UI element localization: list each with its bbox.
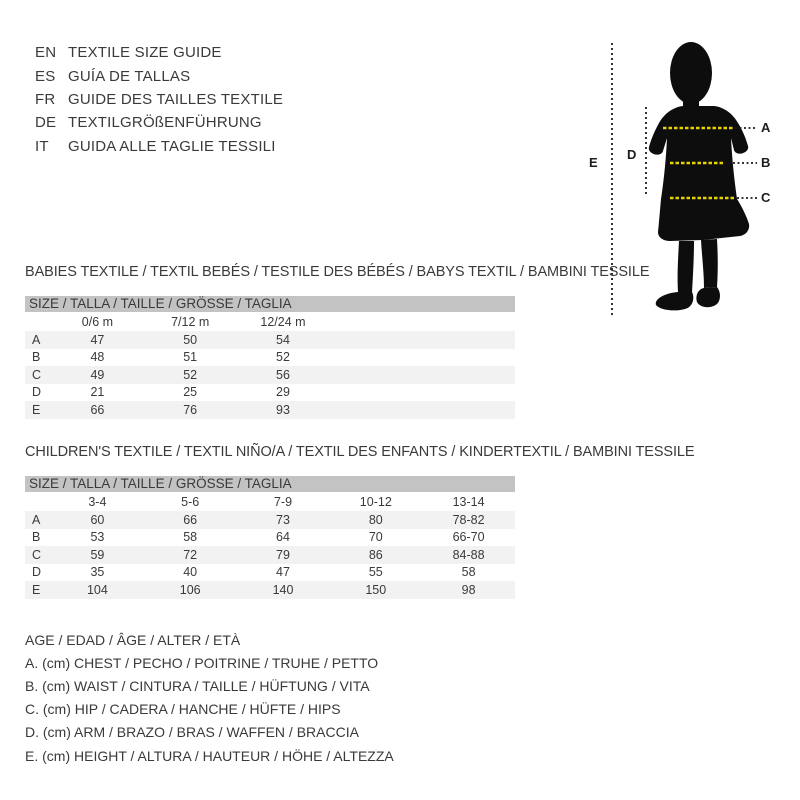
- cell: 29: [276, 385, 290, 400]
- table-row: [25, 349, 515, 367]
- corner-cell: [25, 312, 51, 331]
- cell: 93: [276, 402, 290, 417]
- cell: 21: [90, 385, 105, 400]
- cell: 66-70: [452, 530, 485, 545]
- cell: 150: [365, 582, 387, 597]
- legend-waist: B. (cm) WAIST / CINTURA / TAILLE / HÜFTUNG / VITA: [25, 677, 370, 694]
- babies-section-title: BABIES TEXTILE / TEXTIL BEBÉS / TESTILE DES BÉBÉS / BABYS TEXTIL / BAMBINI TESSILE: [25, 263, 650, 280]
- cell: 78-82: [452, 512, 485, 527]
- lang-code: IT: [35, 137, 49, 155]
- cell: [329, 366, 422, 384]
- cell: [329, 349, 422, 367]
- cell: 35: [90, 565, 105, 580]
- cell: 70: [368, 530, 383, 545]
- cell: 98: [461, 582, 476, 597]
- lang-code: EN: [35, 44, 57, 62]
- age-column-header: 10-12: [359, 494, 392, 509]
- label-e: E: [589, 155, 598, 170]
- legend-chest: A. (cm) CHEST / PECHO / POITRINE / TRUHE / PETTO: [25, 654, 379, 671]
- babies-size-table: [25, 312, 515, 419]
- cell: 84-88: [452, 547, 485, 562]
- table-row: [25, 529, 515, 547]
- lang-title: GUÍA DE TALLAS: [68, 67, 191, 85]
- child-silhouette: [649, 42, 749, 310]
- age-column-header: 7/12 m: [171, 314, 210, 329]
- cell: 49: [90, 367, 105, 382]
- legend-age: AGE / EDAD / ÂGE / ALTER / ETÀ: [25, 631, 241, 648]
- table-row: [25, 366, 515, 384]
- cell: [329, 331, 422, 349]
- legend-arm: D. (cm) ARM / BRAZO / BRAS / WAFFEN / BRACCIA: [25, 724, 359, 741]
- row-label: A: [32, 332, 41, 347]
- lang-row-fr: [35, 88, 283, 111]
- cell: 73: [276, 512, 290, 527]
- silhouette-shirt: [649, 106, 748, 199]
- label-a: A: [761, 120, 771, 135]
- cell: 56: [276, 367, 290, 382]
- cell: [422, 401, 515, 419]
- lang-title: GUIDE DES TAILLES TEXTILE: [68, 90, 284, 108]
- cell: 40: [183, 565, 198, 580]
- cell: 48: [90, 350, 105, 365]
- cell: 25: [183, 385, 198, 400]
- cell: 52: [183, 367, 198, 382]
- silhouette-shorts: [658, 199, 749, 241]
- cell: 47: [276, 565, 290, 580]
- cell: [422, 384, 515, 402]
- cell: 106: [179, 582, 201, 597]
- cell: 66: [90, 402, 105, 417]
- table-row: [25, 384, 515, 402]
- age-column-header: 0/6 m: [81, 314, 114, 329]
- table-row: [25, 564, 515, 582]
- cell: 60: [90, 512, 105, 527]
- lang-row-de: [35, 111, 283, 134]
- cell: [422, 349, 515, 367]
- age-column-header: 3-4: [88, 494, 107, 509]
- label-c: C: [761, 190, 771, 205]
- age-column-header: 5-6: [181, 494, 200, 509]
- cell: 72: [183, 547, 198, 562]
- lang-code: DE: [35, 114, 57, 132]
- cell: 140: [272, 582, 294, 597]
- age-column-header: [329, 312, 422, 331]
- cell: 51: [183, 350, 198, 365]
- row-label: D: [32, 565, 42, 580]
- measurement-legend: [25, 628, 394, 767]
- cell: 76: [183, 402, 198, 417]
- children-age-header-row: [25, 492, 515, 511]
- cell: 47: [90, 332, 105, 347]
- cell: 66: [183, 512, 198, 527]
- cell: 79: [276, 547, 290, 562]
- cell: 52: [276, 350, 290, 365]
- lang-row-es: [35, 64, 283, 87]
- cell: 64: [276, 530, 290, 545]
- language-title-list: [35, 41, 283, 158]
- row-label: B: [32, 530, 41, 545]
- cell: 58: [183, 530, 198, 545]
- age-column-header: 7-9: [273, 494, 293, 509]
- row-label: C: [32, 547, 42, 562]
- row-label: E: [32, 402, 41, 417]
- babies-size-header-bar: SIZE / TALLA / TAILLE / GRÖSSE / TAGLIA: [25, 296, 515, 312]
- row-label: E: [32, 582, 41, 597]
- label-d: D: [627, 147, 637, 162]
- corner-cell: [25, 492, 51, 511]
- legend-height: E. (cm) HEIGHT / ALTURA / HAUTEUR / HÖHE / ALTEZZA: [25, 747, 394, 764]
- cell: 55: [368, 565, 383, 580]
- row-label: D: [32, 385, 42, 400]
- silhouette-right-leg: [701, 239, 718, 288]
- row-label: A: [32, 512, 41, 527]
- table-row: [25, 331, 515, 349]
- label-b: B: [761, 155, 771, 170]
- cell: 58: [461, 565, 476, 580]
- age-column-header: 12/24 m: [260, 314, 306, 329]
- lang-row-it: [35, 135, 283, 158]
- silhouette-left-leg: [678, 241, 694, 292]
- row-label: C: [32, 367, 42, 382]
- lang-title: TEXTILE SIZE GUIDE: [68, 44, 222, 62]
- silhouette-right-foot: [696, 287, 720, 307]
- table-row: [25, 546, 515, 564]
- lang-title: GUIDA ALLE TAGLIE TESSILI: [68, 137, 276, 155]
- children-size-header-bar: SIZE / TALLA / TAILLE / GRÖSSE / TAGLIA: [25, 476, 515, 492]
- cell: [329, 384, 422, 402]
- cell: [329, 401, 422, 419]
- age-column-header: [422, 312, 515, 331]
- cell: 54: [276, 332, 290, 347]
- babies-age-header-row: [25, 312, 515, 331]
- lang-title: TEXTILGRÖßENFÜHRUNG: [68, 114, 262, 132]
- lang-code: FR: [35, 90, 56, 108]
- cell: 53: [90, 530, 105, 545]
- age-column-header: 13-14: [452, 494, 485, 509]
- lang-row-en: [35, 41, 283, 64]
- cell: 50: [183, 332, 198, 347]
- cell: 104: [86, 582, 108, 597]
- cell: 86: [368, 547, 383, 562]
- table-row: [25, 511, 515, 529]
- children-size-table: [25, 492, 515, 599]
- children-section-title: CHILDREN'S TEXTILE / TEXTIL NIÑO/A / TEXTIL DES ENFANTS / KINDERTEXTIL / BAMBINI TESSILE: [25, 443, 695, 460]
- legend-hip: C. (cm) HIP / CADERA / HANCHE / HÜFTE / HIPS: [25, 701, 341, 718]
- cell: 59: [90, 547, 105, 562]
- row-label: B: [32, 350, 41, 365]
- cell: [422, 366, 515, 384]
- lang-code: ES: [35, 67, 56, 85]
- cell: [422, 331, 515, 349]
- silhouette-left-foot: [656, 292, 694, 310]
- table-row: [25, 581, 515, 599]
- cell: 80: [368, 512, 383, 527]
- table-row: [25, 401, 515, 419]
